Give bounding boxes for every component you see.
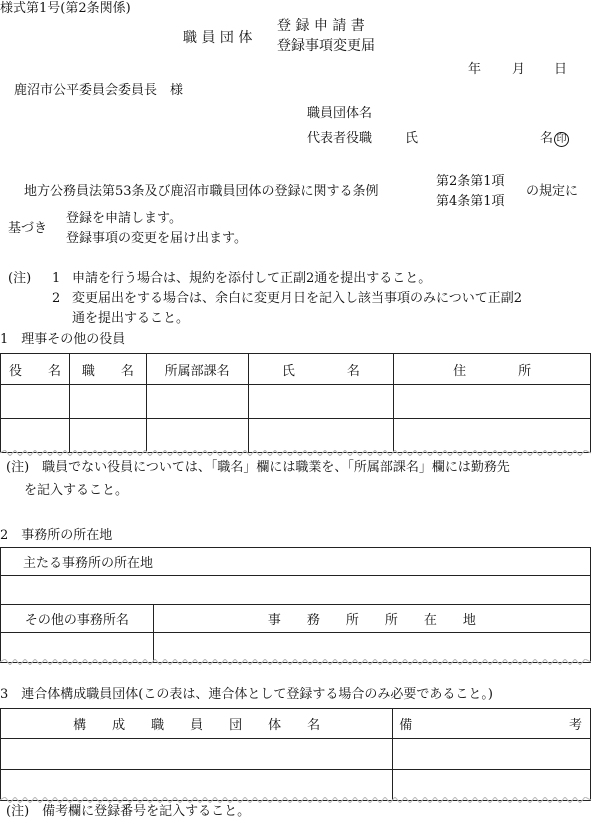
rep-family-name-label: 氏 <box>405 131 419 146</box>
form-number-label: 様式第1号(第2条関係) <box>0 1 131 16</box>
table-cell[interactable] <box>393 770 591 801</box>
office-table <box>0 547 591 663</box>
note-2-text: 変更届出をする場合は、余白に変更月日を記入し該当事項のみについて正副2 <box>72 291 523 306</box>
table-row <box>1 739 591 770</box>
note-2-text-cont: 通を提出すること。 <box>72 311 190 326</box>
col-header-remarks <box>393 709 591 739</box>
table-cell[interactable] <box>393 739 591 770</box>
table-cell[interactable] <box>248 419 394 453</box>
addressee: 鹿沼市公平委員会委員長 様 <box>14 83 184 98</box>
clause-4-1: 第4条第1項 <box>436 194 505 209</box>
col-header-position: 職 名 <box>69 354 146 385</box>
section-1-title: 1 理事その他の役員 <box>0 332 126 347</box>
rep-title-label: 代表者役職 <box>307 131 373 146</box>
section-1-note-cont: を記入すること。 <box>24 483 129 498</box>
provision-suffix: の規定に <box>526 184 579 199</box>
table-cell[interactable] <box>1 419 70 453</box>
section-3-title: 3 連合体構成職員団体(この表は、連合体として登録する場合のみ必要であること。) <box>0 687 493 702</box>
col-header-department: 所属部課名 <box>146 354 248 385</box>
note-2-number: 2 <box>52 291 61 306</box>
federation-table <box>0 708 591 801</box>
remarks-label-b: 考 <box>568 718 582 733</box>
office-location-header: 事 務 所 所 在 地 <box>153 605 590 633</box>
law-reference: 地方公務員法第53条及び鹿沼市職員団体の登録に関する条例 <box>24 184 379 199</box>
based-on-label: 基づき <box>8 221 48 236</box>
table-cell[interactable] <box>248 385 394 419</box>
office-location-input[interactable] <box>153 633 590 663</box>
table-row <box>1 770 591 801</box>
table-row <box>1 419 591 453</box>
table-cell[interactable] <box>1 739 393 770</box>
col-header-member-org: 構 成 職 員 団 体 名 <box>1 709 393 739</box>
section-1-note: (注) 職員でない役員については、「職名」欄には職業を、「所属部課名」欄には勤務先 <box>6 460 510 475</box>
option-change: 登録事項の変更を届け出ます。 <box>66 231 247 246</box>
title-application: 登 録 申 請 書 <box>277 18 365 34</box>
other-office-label: その他の事務所名 <box>1 605 154 633</box>
torn-edge-divider <box>0 797 591 803</box>
date-year-label: 年 <box>468 62 482 77</box>
date-month-label: 月 <box>512 62 526 77</box>
note-1-number: 1 <box>52 271 61 286</box>
table-row <box>1 385 591 419</box>
table-cell[interactable] <box>69 385 146 419</box>
table-cell[interactable] <box>146 419 248 453</box>
table-cell[interactable] <box>1 385 70 419</box>
title-change-notice: 登録事項変更届 <box>277 38 375 54</box>
notes-label: (注) <box>8 271 32 286</box>
table-cell[interactable] <box>146 385 248 419</box>
torn-edge-divider <box>0 659 591 665</box>
org-type-label: 職 員 団 体 <box>183 30 253 46</box>
table-cell[interactable] <box>69 419 146 453</box>
main-office-input[interactable] <box>1 576 591 605</box>
date-day-label: 日 <box>554 62 568 77</box>
main-office-label: 主たる事務所の所在地 <box>1 548 591 576</box>
table-cell[interactable] <box>394 385 591 419</box>
section-2-title: 2 事務所の所在地 <box>0 528 113 543</box>
remarks-label-a: 備 <box>399 718 413 733</box>
officers-table <box>0 353 591 453</box>
section-3-note: (注) 備考欄に登録番号を記入すること。 <box>6 804 251 819</box>
org-name-label: 職員団体名 <box>307 106 373 121</box>
option-apply: 登録を申請します。 <box>66 211 182 226</box>
note-1-text: 申請を行う場合は、規約を添付して正副2通を提出すること。 <box>72 271 432 286</box>
col-header-address: 住 所 <box>394 354 591 385</box>
clause-2-1: 第2条第1項 <box>436 174 505 189</box>
seal-mark: 印 <box>554 132 569 147</box>
table-cell[interactable] <box>1 770 393 801</box>
table-cell[interactable] <box>394 419 591 453</box>
torn-edge-divider <box>0 450 591 456</box>
other-office-input[interactable] <box>1 633 154 663</box>
rep-given-name-label: 名 印 <box>540 132 569 147</box>
col-header-name: 氏 名 <box>248 354 394 385</box>
col-header-role: 役 名 <box>1 354 70 385</box>
